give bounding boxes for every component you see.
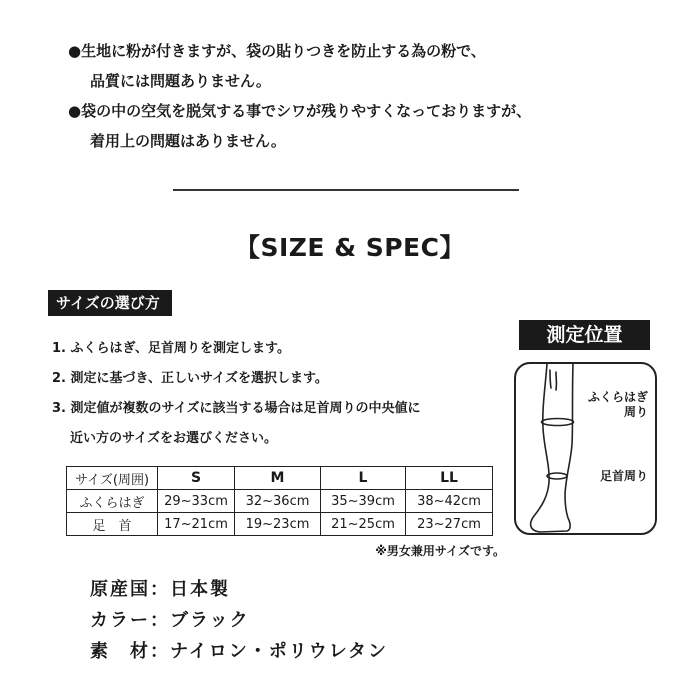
- table-cell: 23~27cm: [406, 513, 493, 536]
- care-notes: [68, 36, 531, 156]
- header-cell: サイズ(周囲): [67, 467, 158, 490]
- header-cell: L: [321, 467, 406, 490]
- bullet-icon: ●: [68, 102, 82, 120]
- table-row: [67, 513, 493, 536]
- table-row: [67, 490, 493, 513]
- measure-diagram: [514, 362, 657, 535]
- ankle-label: 足首周り: [599, 469, 648, 483]
- table-header-row: [67, 467, 493, 490]
- unisex-note: ※男女兼用サイズです。: [375, 544, 505, 558]
- table-cell: ふくらはぎ: [67, 490, 158, 513]
- table-cell: 35~39cm: [321, 490, 406, 513]
- step-1: 1. ふくらはぎ、足首周りを測定します。: [52, 341, 290, 356]
- note-1-line-1: ●生地に粉が付きますが、袋の貼りつきを防止する為の粉で、: [68, 42, 486, 60]
- header-cell: LL: [406, 467, 493, 490]
- note-2-line-2: 着用上の問題はありません。: [90, 132, 286, 150]
- step-2: 2. 測定に基づき、正しいサイズを選択します。: [52, 371, 328, 386]
- measure-title-badge: 測定位置: [519, 320, 650, 350]
- size-table: [66, 466, 493, 536]
- color-line: カラー：ブラック: [90, 610, 250, 631]
- header-cell: M: [235, 467, 321, 490]
- origin-line: 原産国：日本製: [90, 579, 230, 600]
- table-cell: 32~36cm: [235, 490, 321, 513]
- table-cell: 38~42cm: [406, 490, 493, 513]
- howto-steps: [52, 334, 420, 454]
- table-cell: 17~21cm: [158, 513, 235, 536]
- material-line: 素 材：ナイロン・ポリウレタン: [90, 641, 389, 662]
- step-3-continued: 近い方のサイズをお選びください。: [70, 431, 277, 446]
- section-divider: [173, 189, 519, 191]
- calf-label: ふくらはぎ 周り: [587, 390, 648, 419]
- table-cell: 19~23cm: [235, 513, 321, 536]
- howto-title-badge: サイズの選び方: [48, 290, 172, 316]
- product-info: [90, 574, 388, 667]
- note-2-line-1: ●袋の中の空気を脱気する事でシワが残りやすくなっておりますが、: [68, 102, 532, 120]
- step-3: 3. 測定値が複数のサイズに該当する場合は足首周りの中央値に: [52, 401, 421, 416]
- note-1-line-2: 品質には問題ありません。: [90, 72, 271, 90]
- header-cell: S: [158, 467, 235, 490]
- table-cell: 21~25cm: [321, 513, 406, 536]
- bullet-icon: ●: [68, 42, 82, 60]
- table-cell: 29~33cm: [158, 490, 235, 513]
- table-cell: 足 首: [67, 513, 158, 536]
- size-spec-heading: 【SIZE & SPEC】: [235, 233, 465, 262]
